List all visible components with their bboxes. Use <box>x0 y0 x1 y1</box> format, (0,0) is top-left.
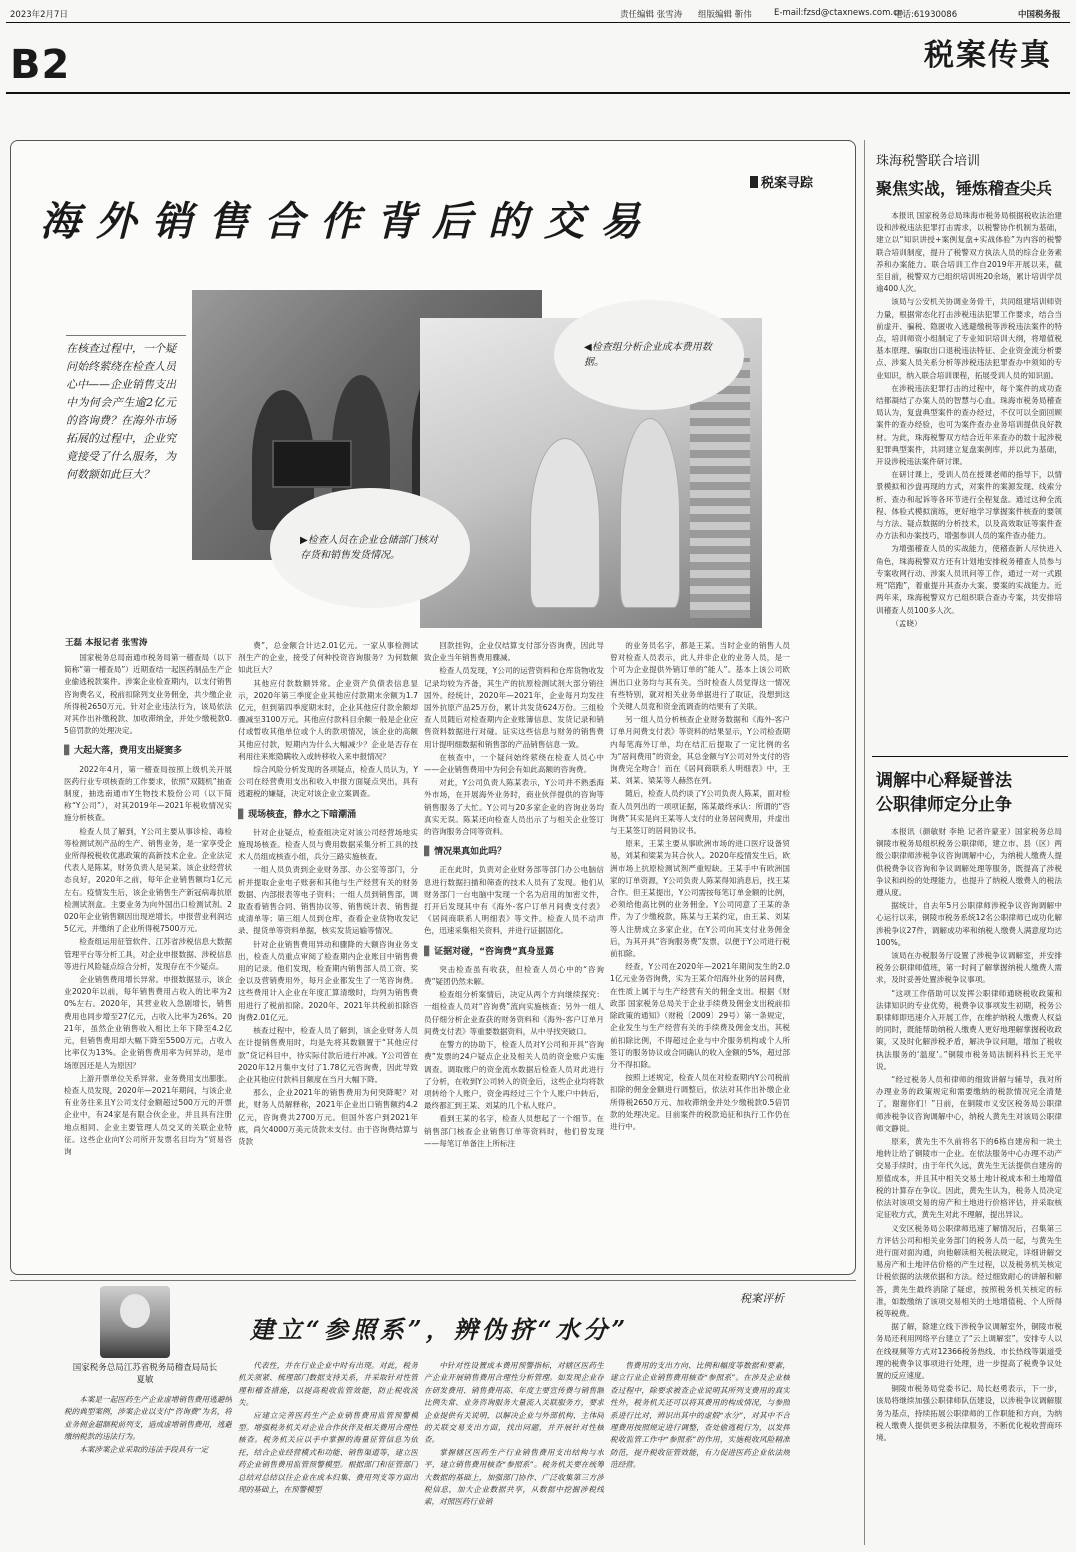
paragraph: 原来，黄先生不久前将名下的6栋自建房和一块土地转让给了铜陵市一企业。在依法服务中心办理不动产交易手续时，由于年代久远，黄先生无法提供自建房的原值成本，并且其中相关交易土地计税成本和土地增值税的计算存在争议。因此，黄先生认为，税务人员决定依法对该项交易的房产和土地进行价格评估，并采取核定征收方式，黄先生对此不理解，提出异议。 <box>876 1137 1062 1220</box>
paragraph: 那么，企业2021年的销售费用为何突降呢？对此，财务人员解释称，2021年企业出口销售额约4.2亿元，咨询费共2700万元。但国外客户到2021年底，尚欠4000万美元货款未支付。由于咨询费结算与货款 <box>238 1088 418 1146</box>
top-rule <box>6 22 1070 23</box>
paragraph: 据统计，自去年5月公职律师涉税争议咨询调解中心运行以来，铜陵市税务系统12名公职律师已成功化解涉税争议27件，调解成功率和纳税人缴费人满意度均达100%。 <box>876 901 1062 947</box>
right-column-divider <box>864 140 865 1545</box>
paragraph: 国家税务总局南通市税务局第一稽查局（以下简称“第一稽查局”）近期查结一起医药制品生产企业偷逃税款案件。涉案企业检查期内，以支付销售咨询费名义，税前扣除列支业务佣金，共少缴企业所得税2650万元。针对企业违法行为，该局依法对其作出补缴税款、加收滞纳金，并处少缴税款0.5倍罚款的处理决定。 <box>64 653 232 736</box>
paragraph: 检查人员了解到，Y公司主要从事诊检、毒检等检测试剂产品的生产、销售业务，是一家享受企业所得税税收优惠政策的高新技术企业。企业法定代表人是陈某，财务负责人是吴某。该企业经营状态良好，2020年之前，每年企业销售额均1亿元左右。疫情发生后，该企业销售生产新冠病毒抗原检测试剂盒。主要业务为向外国出口检测试剂。2020年企业销售额因出现逆增长，申报营业利润达5亿元，并缴纳了企业所得税7500万元。 <box>64 826 232 934</box>
paragraph: 在核查中，一个疑问始终萦绕在检查人员心中——企业销售费用中为何会有如此高额的咨询费。 <box>424 752 604 775</box>
paragraph: 综合风险分析发现的各项疑点，检查人员认为，Y公司在经营费用支出和收入申报方面疑点突出，具有逃避税的嫌疑，决定对该企业立案调查。 <box>238 765 418 799</box>
paragraph: 回款挂钩，企业仅结算支付部分咨询费，因此导致企业当年销售费用骤减。 <box>424 641 604 663</box>
paragraph: 代表性，并在行业企业中时有出现。对此，税务机关须紧、梳理部门数据支持关系，并采取针对性管理和稽查措施，以提高税收监管效能，防止税收流失。 <box>238 1361 418 1408</box>
paragraph: 铜陵市税务局党委书记、局长赵勇表示，下一步，该局将继续加强公职律师队伍建设，以涉税争议调解服务为基点，持续拓展公职律师的工作职能和方向，为纳税人缴费人提供更多税法律服务，不断优化税收营商环境。 <box>876 1384 1062 1442</box>
caption-bubble-warehouse <box>270 488 470 608</box>
paragraph: 掌握辖区医药生产行业销售费用支出结构与水平，建立销售费用核查“参照系”。税务机关要在统筹大数据的基础上，加强部门协作、广泛收集第三方涉税信息，加大企业数据共享，从数据中挖掘涉税线索，对照医药行业销 <box>424 1447 604 1507</box>
commentary-column-2 <box>238 1360 418 1544</box>
paragraph: 一组人员负责到企业财务部、办公室等部门，分析并提取企业电子账套和其他与生产经营有关的财务数据、内部报表等电子资料；一组人员到销售部，调取查看销售合同、销售协议等、销售统计表、销售提成清单等；第三组人员到仓库，查看企业货物收发记录、提货单等资料单据，核实发货运输等情况。 <box>238 865 418 936</box>
body-column-1 <box>64 652 232 1272</box>
paragraph: 在研讨课上，受训人员在授课老师的指导下，以情景模拟和沙盘再现的方式，对案件的案源发现、线索分析、查办和起诉等各环节进行全程复盘。通过这种全流程、体验式模拟演练，更好地学习掌握案件核查的要领与方法、疑点数据的分析技术，以及高效取证等案件查办方法和办案技巧，增强参训人员的案件查办能力。 <box>876 470 1062 541</box>
side-separator <box>872 756 1068 757</box>
side1-body <box>876 210 1062 750</box>
commentary-column-4 <box>610 1360 790 1544</box>
author-portrait <box>100 1286 170 1358</box>
paragraph: 义安区税务局公职律师迅速了解情况后，召集第三方评估公司和相关业务部门的税务人员一起，与黄先生进行面对面沟通，向他解读相关税法规定，详细讲解交易房产和土地评估价格的产生过程，以及税务机关核定计税依据的法规依据和方法。经过细致耐心的讲解和解答，黄先生最终消除了疑虑，按照税务机关核定的标准，如数缴纳了该项交易相关的土地增值税、个人所得税等税费。 <box>876 1223 1062 1318</box>
side1-title: 聚焦实战，锤炼稽查尖兵 <box>876 179 1053 198</box>
byline: 王磊 本报记者 张雪涛 <box>65 638 148 648</box>
commentary-rule <box>10 1280 856 1281</box>
paragraph: 检查组分析案情后，决定从两个方向继续探究：一组检查人员对“咨询费”流向实施核查；另外一组人员仔细分析企业查获的财务资料和《海外-客户订单月间费支付表》等重要数据资料，从中寻找突破口。 <box>424 990 604 1036</box>
masthead-phone: 电话:61930086 <box>894 10 958 20</box>
paragraph: 中针对性设置成本费用预警指标，对辖区医药生产企业开展销售费用合理性分析管理。如发现企业存在研发费用、销售费用高、年度主要宣传费与销售额比例失常、业务咨询服务大量流入关联服务方，要求企业提供有关说明，以解决企业与外部机构、主体间的关联交易支出方面，找出问题，并开展针对性核查。 <box>424 1361 604 1445</box>
subheading: ▊ 证据对碰，“咨询费”真身显露 <box>424 946 604 958</box>
side1-subtitle: 珠海税警联合培训 <box>876 154 981 169</box>
body-column-2 <box>238 640 418 1272</box>
paragraph: “这项工作借助可以发挥公职律师通晓税收政策和法律知识的专业优势，税费争议事项发生初期，税务公职律师即迅速介入开展工作，在维护纳税人缴费人权益的同时，既能帮助纳税人缴费人更好地理解掌握税收政策，又及时化解涉税矛盾，解决争议问题，增加了税收执法服务的‘温度’。”铜陵市税务局法制科科长王光平说。 <box>876 988 1062 1071</box>
side2-title2: 公职律师定分止争 <box>876 795 1012 815</box>
paragraph: 企业销售费用增长异常。申报数据显示，该企业2020年以前，每年销售费用占收入的比率为20%左右。2020年，其营业收入急剧增长，销售费用也同步增至27亿元，占收入比率为26%。2021年，虽然企业销售收入相比上年下降至4.2亿元，但销售费用却大幅下降至5500万元，占收入比率仅为13%。企业销售费用率为何异动，是市场原因还是人为原因？ <box>64 975 232 1070</box>
masthead <box>6 6 1070 22</box>
paragraph: 针对企业疑点，检查组决定对该公司经营场地实施现场核查。检查人员与费用数据采集分析工具的技术人员组成核查小组，兵分三路实施核查。 <box>238 827 418 862</box>
masthead-date: 2023年2月7日 <box>10 10 68 20</box>
side2-title1: 调解中心释疑普法 <box>876 771 1012 791</box>
paragraph: 正在此时，负责对企业财务部等部门办公电脑信息进行数据扫描和筛查的技术人员有了发现。他们从财务部门一台电脑中发现一个名为启用的加密文件，打开后发现其中有《海外-客户订单月间费支付表》《居间商联系人明细表》等文件。检查人员不动声色，迅速采集相关资料，并进行证据固化。 <box>424 865 604 936</box>
paragraph: 突击检查虽有收获，但检查人员心中的“咨询费”疑团仍然未解。 <box>424 964 604 987</box>
headline: 海外销售合作背后的交易 <box>40 198 656 245</box>
paragraph: 应建立完善医药生产企业销售费用监管预警模型。增强税务机关对企业合作伙伴及相关费用合理性核查。税务机关应以手中掌握的海量征管信息为依托，结合企业经营模式和功能、销售渠道等，建立医药企业销售费用监管预警模型。根据部门和征管部门总结对总结以往企业在成本归集、费用列支等方面出现的基础上，在预警模型 <box>238 1410 418 1495</box>
paragraph: 本案涉案企业采取的违法手段具有一定 <box>79 1444 209 1454</box>
paragraph: 检查人员发现，Y公司的运营资料和仓库货物收发记录均较为齐备，其生产的抗原检测试剂大部分销往国外。经统计，2020年—2021年，企业每月均发往国外抗原产品25万份，累计共发货624万份。三组检查人员随后对检查期内企业账簿信息、发货记录和销售资料数据进行对碰。证实这些信息与财务的销售费用计提明细数据和销售部的产品销售信息一致。 <box>424 666 604 749</box>
paragraph: 原来，王某主要从事欧洲市场的进口医疗设备贸易，刘某和梁某为其合伙人。2020年疫情发生后，欧洲市场上抗原检测试剂严重短缺。王某手中有欧洲国家的订单资源，Y公司负责人陈某得知消息后，找王某合作。但王某提出，Y公司需按每笔订单金额的比例，必须给他高比例的业务佣金。Y公司同意了王某的条件，为了少缴税款，陈某与王某约定，由王某、刘某等人注册成立多家企业，在Y公司向其支付业务佣金后，为其开具“咨询服务费”发票，以便于Y公司进行税前扣除。 <box>610 839 790 959</box>
paragraph: 据了解，除建立线下涉税争议调解室外，铜陵市税务局还利用网络平台建立了“云上调解室”，安排专人以在线视频等方式对12366税务热线、市长热线等渠道受理的税费争议事项进行处理，进一步提高了税费争议处置的反应速度。 <box>876 1322 1062 1380</box>
body-column-3 <box>424 640 604 1272</box>
paragraph: 2022年4月，第一稽查局按照上级机关开展医药行业专项核查的工作要求，依照“双随机”抽查制度，抽选南通市Y生物技术股份公司（以下简称“Y公司”），对其2019年—2021年税收情况实施分析核查。 <box>64 764 232 823</box>
column-tag: 税案寻踪 <box>750 172 813 191</box>
paragraph: 经查，Y公司在2020年—2021年期间发生的2.01亿元业务咨询费，实为王某介绍海外业务的居间费，在性质上属于与生产经营有关的佣金支出。根据《财政部 国家税务总局关于企业手续费及佣金支出税前扣除政策的通知》（财税〔2009〕29号）第一条规定，企业发生与生产经营有关的手续费及佣金支出，其税前扣除比例，不得超过企业与中介服务机构或个人所签订的服务协议或合同确认的收入金额的5%，超过部分不得扣除。 <box>610 962 790 1069</box>
subheading: ▊ 情况果真如此吗？ <box>424 846 604 858</box>
masthead-layout: 组版编辑 靳伟 <box>698 10 752 20</box>
body-column-4 <box>610 640 790 1272</box>
masthead-editor: 责任编辑 张雪涛 <box>620 10 683 20</box>
paragraph: 对此，Y公司负责人陈某表示，Y公司并不熟悉海外市场，在开展海外业务时，商业伙伴提供的咨询等销售服务了大忙。Y公司与20多家企业的咨询业务均真实无误。陈某还向检查人员出示了与相关企业签订的咨询服务合同等资料。 <box>424 778 604 837</box>
paragraph: 其他应付款数额异常。企业资产负债表信息显示，2020年第三季度企业其他应付款期末余额为1.7亿元，但到第四季度期末时，企业其他应付款余额却骤减至3100万元。其他应付款科目余额一般是企业应付或暂收其他单位或个人的款项情况，该企业的高额其他应付款，短期内为什么大幅减少？企业是否存在利用往来账隐瞒收入或转移收入来申报情况？ <box>238 678 418 761</box>
subheading: ▊ 现场核查，静水之下暗潮涌 <box>238 809 418 821</box>
paragraph: 在警方的协助下，检查人员对Y公司和开具“咨询费”发票的24户疑点企业及相关人员的资金账户实施调查。调取账户的资金流水数据后检查人员对此进行了分析，在收到Y公司转入的资金后，这些企业均将款项转给个人账户，资金再经过三个个人账户中转后，最终都汇到王某、刘某的几个私人账户。 <box>424 1040 604 1111</box>
paragraph: 按照上述规定，检查人员在对检查期内Y公司税前扣除的佣金金额进行调整后，依法对其作出补缴企业所得税2650万元、加收滞纳金并处少缴税款0.5倍罚款的处理决定。目前案件的税款追征和执行工作仍在进行中。 <box>610 1073 790 1131</box>
paragraph: 该局在办税服务厅设置了涉税争议调解室，并安排税务公职律师值班，第一时间了解掌握纳税人缴费人需求，及时妥善处置涉税争议事项。 <box>876 951 1062 985</box>
paragraph: 为增强稽查人员的实战能力，使稽查新人尽快进入角色，珠海税警双方还有计划地安排税务稽查人员参与专案收网行动、涉案人员讯问等工作，通过一对一式跟班“陪跑”，着重提升其查办大案、要案的实战能力。近两年来，珠海税警双方已组织联合查办专案，共安排培训稽查人员100多人次。 <box>876 544 1062 615</box>
caption-warehouse: ▶检查人员在企业仓储部门核对存货和销售发货情况。 <box>300 535 438 561</box>
paragraph: 随后，检查人员约谈了Y公司负责人陈某，面对检查人员列出的一项项证据，陈某最终承认：所谓的“咨询费”其实是向王某等人支付的业务居间费用，并虚出与王某签订的居间协议书。 <box>610 789 790 836</box>
paragraph: 检查组运用征管软件、江苏省涉税信息大数据管理平台等分析工具，对企业申报数据、涉税信息等进行风险疑点综合分析，发现存在不少疑点。 <box>64 937 232 971</box>
header-rule <box>6 92 1070 94</box>
paragraph: 看到王某的名字，检查人员想起了一个细节。在销售部门核查企业销售订单等资料时，他们曾发现——每笔订单备注上所标注 <box>424 1114 604 1148</box>
paragraph: “经过税务人员和律师的细致讲解与辅导，我对所办理业务的政策规定和需要缴纳的税款情况完全清楚了，谢谢你们！”日前，在铜陵市义安区税务局公职律师涉税争议咨询调解中心，纳税人黄先生对该局公职律师文静说。 <box>876 1075 1062 1133</box>
paragraph: 费”，总金额合计达2.01亿元。一家从事检测试剂生产的企业，接受了何种投资咨询服务？为何数额如此巨大？ <box>238 641 418 675</box>
paragraph: （孟晓） <box>891 618 922 628</box>
paragraph: 上游开票单位关系异常。业务费用支出膨胀。检查人员发现，2020年—2021年期间，与该企业有业务往来且Y公司支付金额超过500万元的开票企业中，有24家是有限合伙企业，并且具有注册地点相同、企业主要管理人员交叉的关联企业特征。这些企业向Y公司所开发票名目均为“贸易咨询 <box>64 1073 232 1156</box>
paragraph: 售费用的支出方向、比例和幅度等数据和要素，建立行业企业销售费用核查“参照系”。在涉及企业核查过程中，除要求被查企业说明其所列支费用的真实性外，税务机关还可以将其费用的构成情况，与参照系进行比对，辨识出其中的虚假“水分”，对其中不合理费用按照规定进行调整，查处偷逃税行为，以发挥税收监管工作中“参照系”的作用，实施税收风险精准防范，提升税收征管效能，有力促进医药企业依法规范经营。 <box>610 1361 790 1470</box>
page-number: B2 <box>10 42 71 88</box>
lead-text: 在核查过程中，一个疑问始终萦绕在检查人员心中——企业销售支出中为何会产生逾2亿元的咨询费？在海外市场拓展的过程中，企业究竟接受了什么服务，为何数额如此巨大？ <box>66 342 176 481</box>
paragraph: 的业务员名字，都是王某。当时企业的销售人员曾对检查人员表示，此人并非企业的业务人员，是一个可为企业提供外销订单的“能人”。基本上该公司欧洲出口业务均与其有关。当时检查人员觉得这一情况有些特别，就对相关业务单据进行了取证，没想到这个关键人员竟和资金流调查的结果有了关联。 <box>610 641 790 712</box>
paragraph: 核查过程中，检查人员了解到，该企业财务人员在计提销售费用时，均是先将其数额置于“其他应付款”贷记科目中，待实际付款后进行冲减。Y公司曾在2020年12月集中支付了1.78亿元咨询费，因此导致企业其他应付款科目额度在当月大幅下降。 <box>238 1026 418 1084</box>
commentary-headline: 建立“参照系”，辨伪挤“水分” <box>250 1315 630 1344</box>
paragraph: 本案是一起医药生产企业虚增销售费用逃避纳税的典型案例，涉案企业以支付“咨询费”为名，将业务佣金超额税前列支，造成虚增销售费用，逃避缴纳税款的违法行为。 <box>64 1395 232 1442</box>
paragraph: 该局与公安机关协调业务骨干，共同组建培训师资力量，根据常态化打击涉税违法犯罪工作要求，结合当前虚开、骗税、隐匿收入逃避缴税等涉税违法案件的特点，培训师资小组制定了专业知识培训大纲，将增值税基本原理、骗取出口退税违法特征、企业资金流分析要点、涉案人员关系分析等涉税违法犯罪查办中须知的专业知识，纳入联合培训课程，拓展受训人员的知识面。 <box>876 297 1062 380</box>
paragraph: 另一组人员分析核查企业财务数据和《海外-客户订单月间费支付表》等资料的结果显示，Y公司检查期内每笔海外订单，均在结汇后提取了一定比例的名为“居间费用”的资金，其总金额与Y公司对外支付的咨询费完全吻合！而在《居间商联系人明细表》中，王某、刘某、梁某等人赫然在列。 <box>610 715 790 786</box>
side2-body <box>876 826 1062 1544</box>
commentary-tag: 税案评析 <box>740 1292 784 1305</box>
paragraph: 本报讯 国家税务总局珠海市税务局根据税收法治建设和涉税违法犯罪打击需求，以税警协作机制为基础，建立以“知识讲授+案例复盘+实战体验”为内容的税警联合培训制度，提升了税警双方执法人员的综合业务素养和办案能力。联合培训工作自2019年开展以来，截至目前，税警双方已组织培训班20余场，累计培训学员逾400人次。 <box>876 211 1062 294</box>
paragraph: 在涉税违法犯罪打击的过程中，每个案件的成功查结都凝结了办案人员的智慧与心血。珠海市税务局稽查局认为，复盘典型案件的查办经过，不仅可以全面回顾案件的查办经验，也可为案件查办业务培训提供良好教材。为此，珠海税警双方结合近年来查办的数十起涉税犯罪典型案件，共同建立复盘案例库，并以此为基础，开设涉税违法案件研讨课。 <box>876 383 1062 467</box>
paragraph: 本报讯（颜敏财 李艳 记者许蒙亚）国家税务总局铜陵市税务局组织税务公职律师，建立市、县（区）两级公职律师涉税争议咨询调解中心，为纳税人缴费人提供税费争议咨询和争议调解处理等服务，既提高了涉税争议和纠纷的处理能力，也提升了纳税人缴费人的税法遵从度。 <box>876 827 1062 898</box>
paragraph: 针对企业销售费用异动和骤降的大额咨询业务支出，检查人员重点审阅了检查期内企业账目中销售费用的记录。他们发现，检查期内销售部人员工资、奖金以及营销费用外，每月企业都发生了一笔咨询费。这些费用计入企业在年度汇算清缴时，均列为销售费用进行了税前扣除。2020年、2021年共税前扣除咨询费2.01亿元。 <box>238 939 418 1022</box>
subheading: ▊ 大起大落，费用支出疑窦多 <box>64 745 232 757</box>
author-caption: 国家税务总局江苏省税务局稽查局局长 夏敏 <box>72 1363 218 1385</box>
commentary-column-1 <box>64 1394 232 1544</box>
caption-analysis: ◀检查组分析企业成本费用数据。 <box>584 342 712 368</box>
commentary-column-3 <box>424 1360 604 1544</box>
masthead-email: E-mail:fzsd@ctaxnews.com.cn <box>774 8 904 18</box>
masthead-paper: 中国税务报 <box>1018 10 1061 20</box>
caption-bubble-analysis <box>554 300 744 410</box>
section-title: 税案传真 <box>924 38 1052 73</box>
